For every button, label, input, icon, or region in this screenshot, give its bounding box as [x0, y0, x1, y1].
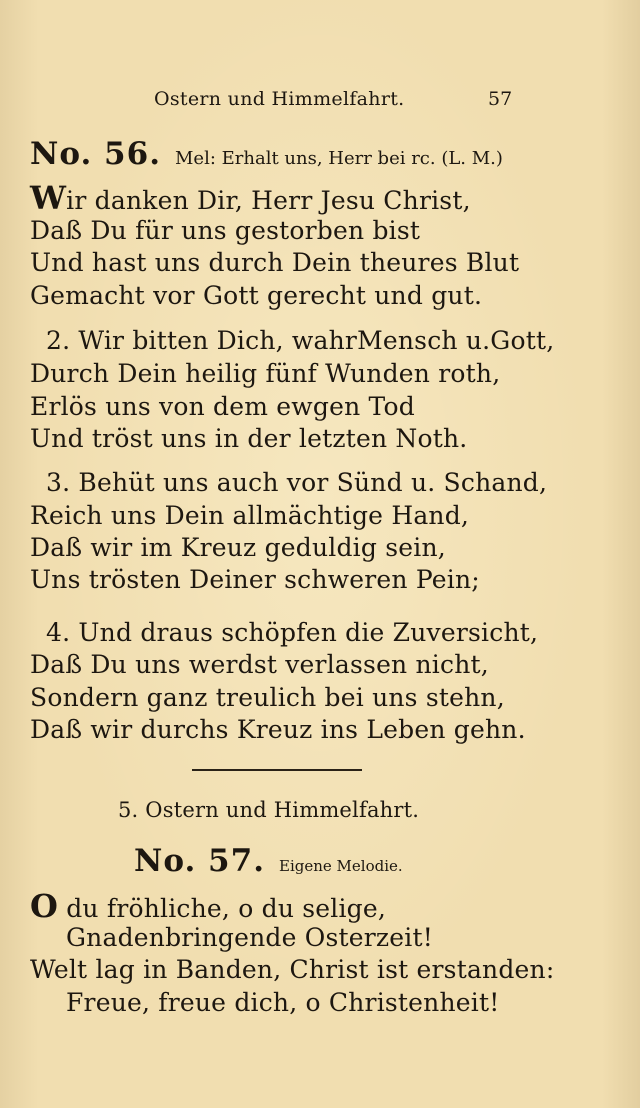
hymn-56-stanza-4-line-3: Sondern ganz treulich bei uns stehn,	[30, 683, 505, 712]
hymn-56-melody: Mel: Erhalt uns, Herr bei rc. (L. M.)	[175, 148, 503, 169]
dropcap-letter: O	[30, 887, 59, 925]
hymn-56-stanza-1-line-1	[30, 179, 471, 217]
hymn-57-heading	[134, 843, 403, 879]
hymn-56-stanza-1-line-3: Und hast uns durch Dein theures Blut	[30, 248, 520, 277]
hymn-56-heading	[30, 136, 503, 172]
hymn-56-stanza-3-line-4: Uns trösten Deiner schweren Pein;	[30, 565, 480, 594]
hymn-56-stanza-1-line-4: Gemacht vor Gott gerecht und gut.	[30, 281, 483, 310]
hymn-56-stanza-4-line-1: 4. Und draus schöpfen die Zuversicht,	[46, 618, 539, 647]
page-number: 57	[488, 88, 513, 110]
hymn-56-stanza-3-line-2: Reich uns Dein allmächtige Hand,	[30, 501, 470, 530]
dropcap-letter: W	[30, 179, 67, 217]
hymn-56-stanza-1-line-2: Daß Du für uns gestorben bist	[30, 216, 421, 245]
hymn-56-stanza-4-line-2: Daß Du uns werdst verlassen nicht,	[30, 650, 489, 679]
hymn-57-stanza-1-line-2: Gnadenbringende Osterzeit!	[66, 923, 433, 952]
hymn-56-stanza-2-line-4: Und tröst uns in der letzten Noth.	[30, 424, 468, 453]
hymn-56-number: No. 56.	[30, 136, 161, 172]
hymn-57-number: No. 57.	[134, 843, 265, 879]
hymn-57-stanza-1-line-1	[30, 887, 387, 925]
hymn-56-stanza-2-line-2: Durch Dein heilig fünf Wunden roth,	[30, 359, 501, 388]
hymn-56-stanza-4-line-4: Daß wir durchs Kreuz ins Leben gehn.	[30, 715, 526, 744]
running-title: Ostern und Himmelfahrt.	[154, 88, 405, 110]
hymn-56-stanza-2-line-3: Erlös uns von dem ewgen Tod	[30, 392, 415, 421]
hymn-56-stanza-3-line-3: Daß wir im Kreuz geduldig sein,	[30, 533, 446, 562]
hymn-56-stanza-3-line-1: 3. Behüt uns auch vor Sünd u. Schand,	[46, 468, 548, 497]
verse-text: ir danken Dir, Herr Jesu Christ,	[66, 186, 471, 215]
section-title: 5. Ostern und Himmelfahrt.	[118, 798, 420, 822]
hymn-57-stanza-1-line-3: Welt lag in Banden, Christ ist erstanden:	[30, 955, 555, 984]
verse-text: du fröhliche, o du selige,	[58, 894, 387, 923]
hymn-56-stanza-2-line-1: 2. Wir bitten Dich, wahrMensch u.Gott,	[46, 326, 555, 355]
section-divider	[192, 769, 362, 771]
hymn-57-melody: Eigene Melodie.	[279, 857, 403, 875]
hymn-57-stanza-1-line-4: Freue, freue dich, o Christenheit!	[66, 988, 500, 1017]
